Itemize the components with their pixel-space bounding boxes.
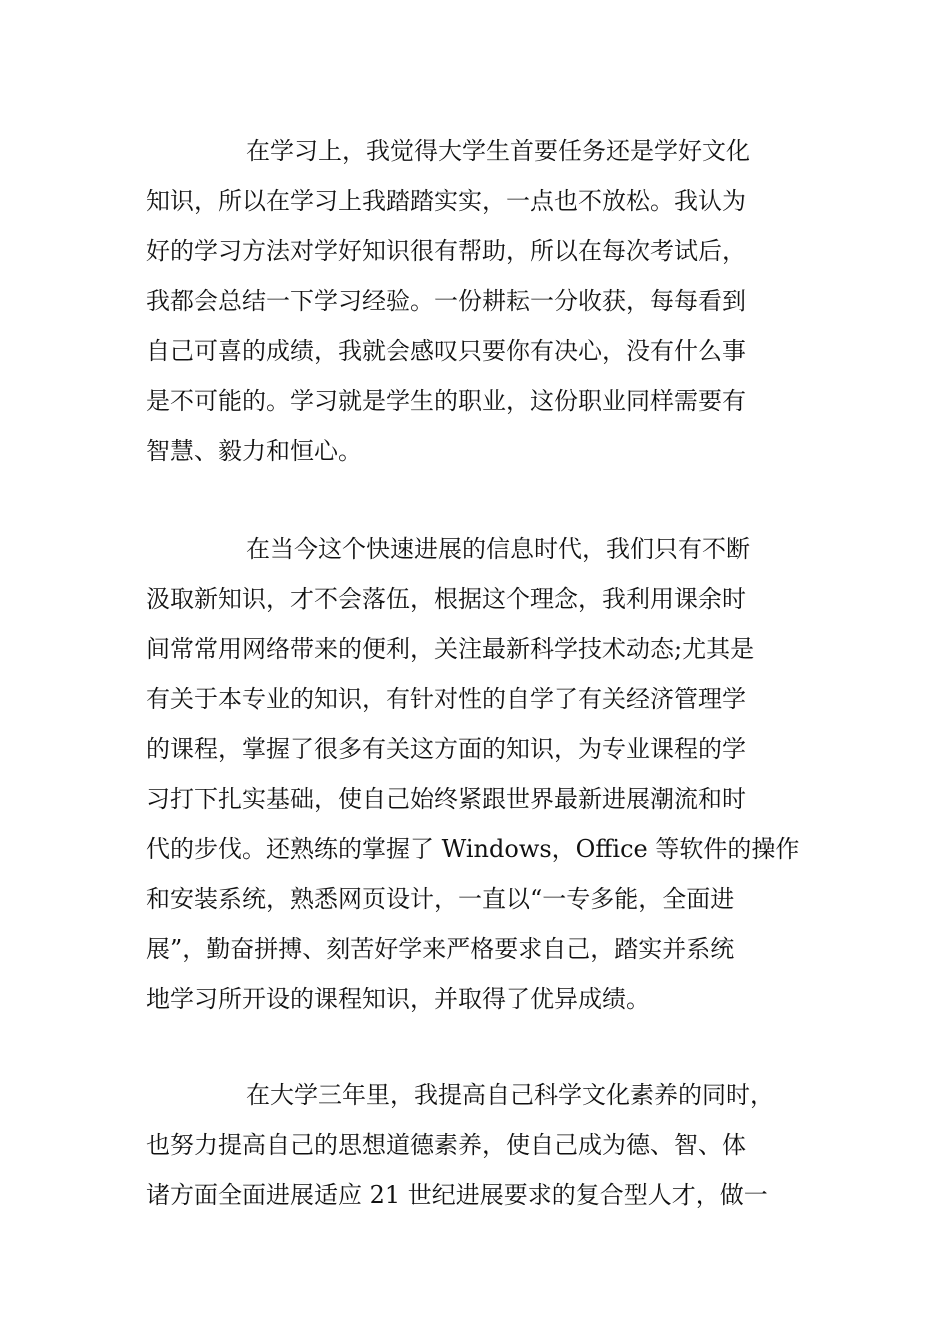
paragraph-line: 在大学三年里，我提高自己科学文化素养的同时， — [246, 1081, 774, 1109]
paragraph-line: 也努力提高自己的思想道德素养，使自己成为德、智、体 — [146, 1131, 746, 1159]
paragraph-line: 汲取新知识，才不会落伍，根据这个理念，我利用课余时 — [146, 585, 746, 613]
paragraph-line: 展”，勤奋拼搏、刻苦好学来严格要求自己，踏实并系统 — [146, 935, 735, 963]
paragraph-line: 地学习所开设的课程知识，并取得了优异成绩。 — [146, 985, 650, 1013]
paragraph-line: 习打下扎实基础，使自己始终紧跟世界最新进展潮流和时 — [146, 785, 746, 813]
paragraph-line: 代的步伐。还熟练的掌握了 Windows，Office 等软件的操作 — [146, 835, 800, 863]
paragraph-line: 知识，所以在学习上我踏踏实实，一点也不放松。我认为 — [146, 187, 746, 215]
paragraph-line: 诸方面全面进展适应 21 世纪进展要求的复合型人才，做一 — [146, 1181, 768, 1209]
paragraph-line: 智慧、毅力和恒心。 — [146, 437, 362, 465]
paragraph-line: 我都会总结一下学习经验。一份耕耘一分收获，每每看到 — [146, 287, 746, 315]
paragraph-line: 有关于本专业的知识，有针对性的自学了有关经济管理学 — [146, 685, 746, 713]
paragraph-line: 好的学习方法对学好知识很有帮助，所以在每次考试后， — [146, 237, 746, 265]
paragraph-line: 在当今这个快速进展的信息时代，我们只有不断 — [246, 535, 750, 563]
paragraph-line: 的课程，掌握了很多有关这方面的知识，为专业课程的学 — [146, 735, 746, 763]
paragraph-line: 在学习上，我觉得大学生首要任务还是学好文化 — [246, 137, 750, 165]
paragraph-line: 和安装系统，熟悉网页设计，一直以“一专多能，全面进 — [146, 885, 735, 913]
paragraph-line: 自己可喜的成绩，我就会感叹只要你有决心，没有什么事 — [146, 337, 746, 365]
paragraph-line: 是不可能的。学习就是学生的职业，这份职业同样需要有 — [146, 387, 746, 415]
paragraph-line: 间常常用网络带来的便利，关注最新科学技术动态;尤其是 — [146, 635, 755, 663]
